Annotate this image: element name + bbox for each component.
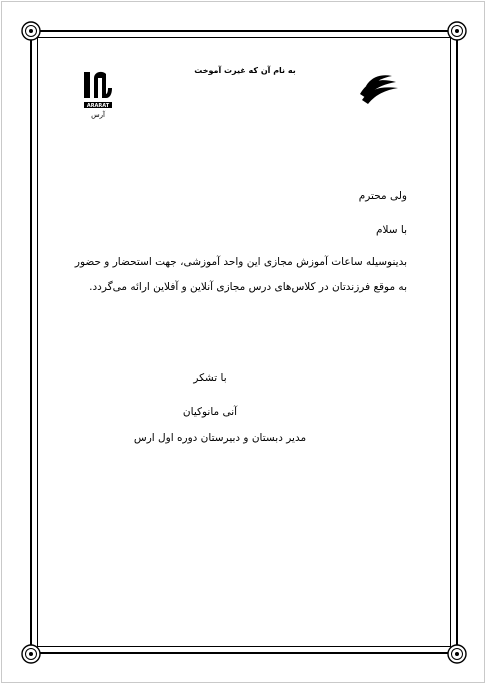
school-monogram-icon xyxy=(80,68,116,120)
signer-name: آنی مانوکیان xyxy=(182,406,238,418)
corner-ornament-icon xyxy=(446,643,468,665)
corner-ornament-icon xyxy=(20,20,42,42)
letter-greeting: با سلام xyxy=(375,224,407,236)
decorative-frame-inner xyxy=(37,37,451,647)
corner-ornament-icon xyxy=(446,20,468,42)
signer-title: مدیر دبستان و دبیرستان دوره اول ارس xyxy=(133,432,307,444)
letter-closing: با تشکر xyxy=(193,372,227,384)
header-motto: به نام آن که غیرت آموخت xyxy=(194,66,296,75)
corner-ornament-icon xyxy=(20,643,42,665)
wave-emblem-icon xyxy=(356,72,400,106)
letter-salutation: ولی محترم xyxy=(358,190,407,202)
svg-text:ARARAT: ARARAT xyxy=(86,103,110,109)
letter-paragraph: بدینوسیله ساعات آموزش مجازی این واحد آموزشی، جهت استحضار و حضور به موقع فرزندتان در کلاس‌های درس مجازی آنلاین و آفلاین ارائه می‌گردد. xyxy=(74,256,407,293)
svg-text:آرس: آرس xyxy=(91,111,105,119)
